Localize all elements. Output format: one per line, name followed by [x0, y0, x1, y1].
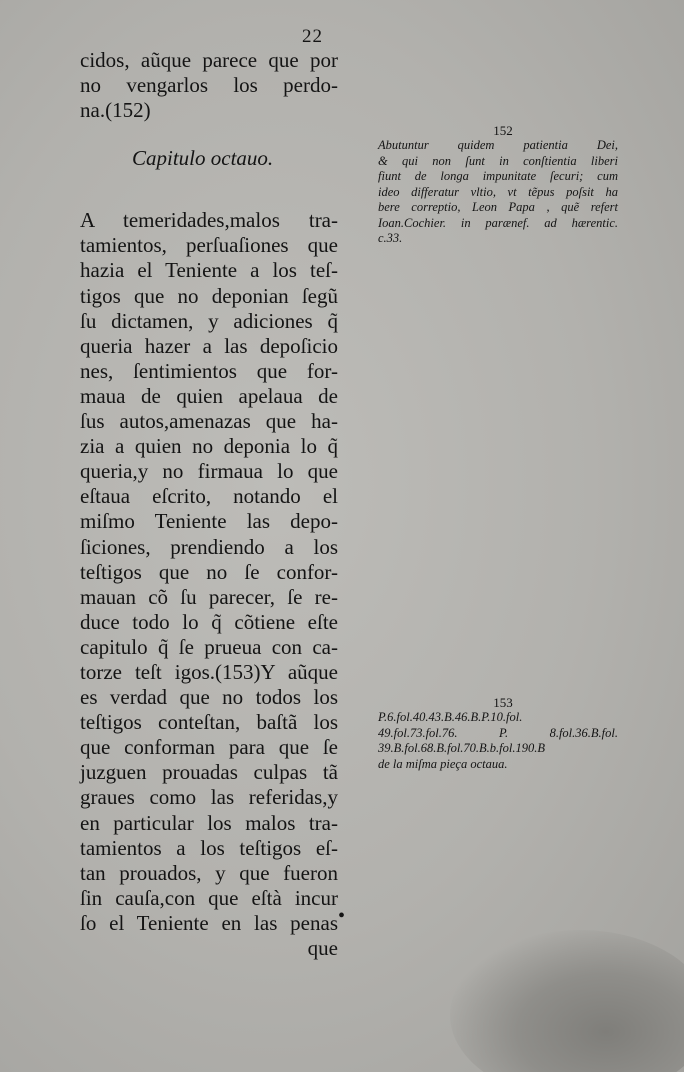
text-line: tamientos, perſuaſiones que: [80, 233, 338, 258]
text-line: no vengarlos los perdo-: [80, 73, 338, 98]
text-line: maua de quien apelaua de: [80, 383, 338, 408]
text-line: na.(152): [80, 98, 151, 123]
text-line: miſmo Teniente las depo-: [80, 509, 338, 534]
note-line: fiunt de longa impunitate ſecuri; cum: [378, 169, 618, 183]
text-line: tan prouados, y que fueron: [80, 860, 338, 885]
text-line: queria hazer a las depoſicio: [80, 333, 338, 358]
text-line: torze teſt igos.(153)Y aũque: [80, 659, 338, 684]
catchword: que: [307, 936, 338, 960]
main-text-column: [80, 48, 338, 961]
chapter-heading: Capitulo octauo.: [132, 146, 274, 171]
note-line: 49.fol.73.fol.76. P. 8.fol.36.B.fol.: [378, 725, 618, 740]
note-line: ideo differatur vltio, vt tẽpus poſsit ha: [378, 184, 618, 199]
text-line: juzguen prouadas culpas tã: [80, 760, 338, 785]
text-line: duce todo lo q̃ cõtiene eſte: [80, 609, 338, 634]
text-line: en particular los malos tra-: [80, 810, 338, 835]
text-line: teſtigos conteſtan, baſtã los: [80, 710, 338, 735]
note-line: & qui non ſunt in conſtientia liberi: [378, 153, 618, 168]
text-line: queria,y no firmaua lo que: [80, 459, 338, 484]
text-line: que conforman para que ſe: [80, 735, 338, 760]
note-line: c.33.: [378, 231, 403, 245]
note-number: 153: [493, 695, 513, 710]
text-line: zia a quien no deponia lo q̃: [80, 434, 338, 459]
marginal-note-153: [378, 696, 618, 772]
text-line: A temeridades,malos tra-: [80, 208, 338, 233]
text-line: capitulo q̃ ſe prueua con ca-: [80, 634, 338, 659]
note-line: de la miſma pieça octaua.: [378, 756, 508, 771]
text-line: ſo el Teniente en las penas: [80, 910, 338, 935]
text-line: mauan cõ ſu parecer, ſe re-: [80, 584, 338, 609]
note-line: bere correptio, Leon Papa , quẽ refert: [378, 200, 618, 214]
page-number: 22: [302, 26, 323, 47]
text-line: tigos que no deponian ſegũ: [80, 283, 338, 308]
note-number: 152: [493, 123, 513, 138]
note-line: 39.B.fol.68.B.fol.70.B.b.fol.190.B: [378, 741, 546, 755]
text-line: nes, ſentimientos que for-: [80, 358, 338, 383]
text-line: cidos, aũque parece que por: [80, 48, 338, 72]
text-line: tamientos a los teſtigos eſ-: [80, 835, 338, 860]
text-line: ſiciones, prendiendo a los: [80, 534, 338, 559]
note-line: Ioan.Cochier. in parænef. ad hærentic.: [378, 215, 618, 230]
text-line: es verdad que no todos los: [80, 685, 338, 710]
text-line: eſtaua eſcrito, notando el: [80, 484, 338, 509]
margin-marker: •: [338, 905, 346, 927]
text-line: teſtigos que no ſe confor-: [80, 559, 338, 584]
text-line: ſu dictamen, y adiciones q̃: [80, 308, 338, 333]
text-line: ſin cauſa,con que eſtà incur: [80, 885, 338, 910]
marginal-note-152: [378, 124, 618, 247]
text-line: graues como las referidas,y: [80, 785, 338, 810]
note-line: P.6.fol.40.43.B.46.B.P.10.fol.: [378, 710, 523, 724]
water-stain: [450, 930, 684, 1072]
note-line: Abutuntur quidem patientia Dei,: [378, 138, 618, 152]
text-line: hazia el Teniente a los teſ-: [80, 258, 338, 283]
text-line: ſus autos,amenazas que ha-: [80, 409, 338, 434]
